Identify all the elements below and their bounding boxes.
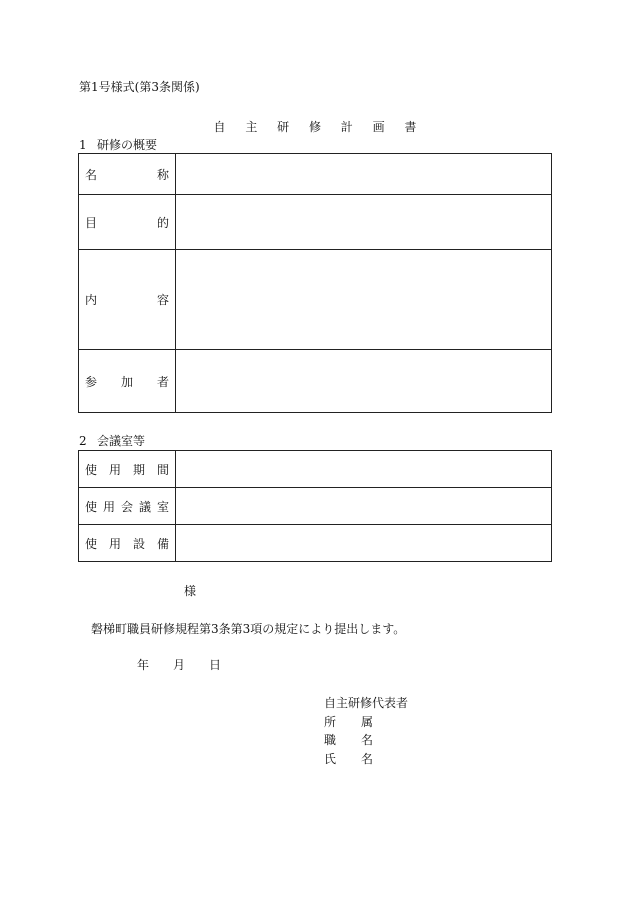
table-row [79,488,552,525]
label-char: 室 [156,499,169,514]
label-char: 使 [85,536,98,551]
row-label-equipment [79,525,176,562]
label-char: 名 [361,752,374,766]
content-field[interactable] [176,250,552,350]
label-char: 加 [120,374,133,389]
label-char: 目 [85,215,98,230]
meeting-room-field[interactable] [176,488,552,525]
document-title: 自 主 研 修 計 画 書 [213,120,425,134]
row-label-participants [79,350,176,413]
section-2-number: 2 [79,434,87,448]
label-char: 所 [324,715,337,729]
label-char: 名 [85,167,98,182]
label-char: 職 [324,733,337,747]
label-char: 期 [132,462,145,477]
section-1-title: 研修の概要 [97,138,158,152]
label-char: 間 [156,462,169,477]
label-char: 称 [156,167,169,182]
table-row [79,525,552,562]
date-month: 月 [173,658,186,672]
position-label [324,734,373,746]
row-label-purpose [79,195,176,250]
label-char: 備 [156,536,169,551]
form-number: 第1号様式(第3条関係) [79,80,200,94]
row-label-content [79,250,176,350]
date-line [137,659,221,671]
label-char: 使 [85,499,98,514]
addressee-suffix: 様 [184,584,197,598]
row-label-usage-period [79,451,176,488]
label-char: 用 [108,536,121,551]
table-row [79,195,552,250]
name-label [324,753,373,765]
name-field[interactable] [176,154,552,195]
purpose-field[interactable] [176,195,552,250]
section-1-heading [79,139,157,151]
usage-period-field[interactable] [176,451,552,488]
section-1-number: 1 [79,138,87,152]
section-2-title: 会議室等 [97,434,146,448]
label-char: 参 [85,374,98,389]
label-char: 名 [361,733,374,747]
label-char: 容 [156,293,169,307]
label-char: 者 [156,374,169,389]
equipment-field[interactable] [176,525,552,562]
row-label-meeting-room [79,488,176,525]
participants-field[interactable] [176,350,552,413]
date-year: 年 [137,658,150,672]
label-char: 使 [85,462,98,477]
table-row [79,451,552,488]
label-char: 議 [138,499,151,514]
date-day: 日 [209,658,222,672]
label-char: 氏 [324,752,337,766]
submission-statement: 磐梯町職員研修規程第3条第3項の規定により提出します。 [91,622,406,636]
label-char: 用 [108,462,121,477]
overview-table [78,153,552,413]
label-char: 的 [156,215,169,230]
table-row [79,154,552,195]
section-2-heading [79,435,145,447]
label-char: 内 [85,293,98,307]
facilities-table [78,450,552,562]
row-label-name [79,154,176,195]
label-char: 設 [132,536,145,551]
affiliation-label [324,716,373,728]
representative-title: 自主研修代表者 [324,696,409,710]
label-char: 用 [102,499,115,514]
label-char: 会 [120,499,133,514]
table-row [79,350,552,413]
label-char: 属 [361,715,374,729]
table-row [79,250,552,350]
